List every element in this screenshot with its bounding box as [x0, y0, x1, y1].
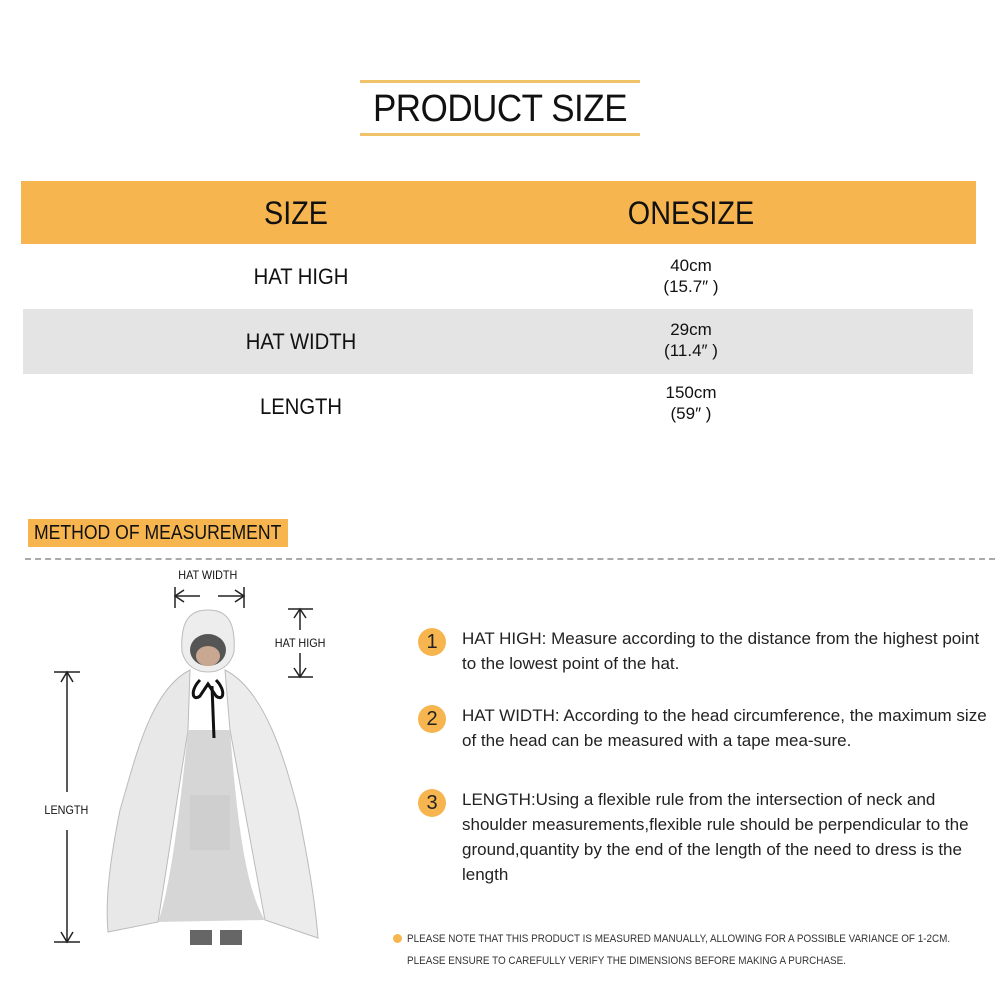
step-item [418, 626, 988, 676]
size-table [21, 181, 976, 439]
table-header [21, 181, 976, 244]
row-value [591, 319, 791, 361]
note-line: PLEASE ENSURE TO CAREFULLY VERIFY THE DIMENSIONS BEFORE MAKING A PURCHASE. [407, 955, 847, 967]
step-text: HAT WIDTH: According to the head circumference, the maximum size of the head can be measured with a tape mea-sure. [462, 706, 987, 750]
title-rule-top [360, 80, 640, 83]
hat-high-label: HAT HIGH [274, 636, 326, 650]
row-label: HAT WIDTH [245, 329, 357, 354]
column-header-size: SIZE [263, 195, 329, 231]
value-cm: 29cm [670, 320, 712, 339]
row-value [591, 255, 791, 297]
page-title-block [360, 80, 640, 136]
note-line: PLEASE NOTE THAT THIS PRODUCT IS MEASURED MANUALLY, ALLOWING FOR A POSSIBLE VARIANCE OF 1-2CM. [407, 933, 951, 945]
step-item [418, 787, 988, 887]
value-cm: 40cm [670, 256, 712, 275]
row-value [591, 382, 791, 424]
value-inch: (15.7″ ) [663, 277, 719, 296]
table-row [21, 374, 976, 439]
row-label: HAT HIGH [253, 264, 349, 289]
step-text: HAT HIGH: Measure according to the distance from the highest point to the lowest point of the hat. [462, 629, 980, 673]
value-inch: (59″ ) [670, 404, 712, 423]
cloak-measurement-figure [40, 560, 360, 960]
step-number-badge: 3 [418, 789, 446, 817]
table-row [23, 309, 973, 374]
measurement-steps [418, 626, 988, 887]
bullet-dot-icon [393, 934, 402, 943]
column-header-onesize: ONESIZE [627, 195, 755, 231]
page-title: PRODUCT SIZE [372, 88, 628, 130]
title-rule-bottom [360, 133, 640, 136]
disclaimer-note [393, 928, 993, 972]
cloak-illustration-icon [40, 560, 360, 960]
step-text: LENGTH:Using a flexible rule from the intersection of neck and shoulder measurements,flexible rule should be perpendicular to the ground,quantity by the end of the length of the need to dress is the length [462, 790, 969, 884]
section-title: METHOD OF MEASUREMENT [34, 522, 282, 544]
step-item [418, 703, 988, 753]
step-number-badge: 1 [418, 628, 446, 656]
value-inch: (11.4″ ) [664, 341, 718, 360]
value-cm: 150cm [665, 383, 717, 402]
table-row [21, 244, 976, 309]
section-title-badge [28, 519, 288, 547]
step-number-badge: 2 [418, 705, 446, 733]
length-label: LENGTH [44, 803, 89, 817]
hat-width-label: HAT WIDTH [178, 568, 238, 582]
row-label: LENGTH [259, 394, 343, 419]
